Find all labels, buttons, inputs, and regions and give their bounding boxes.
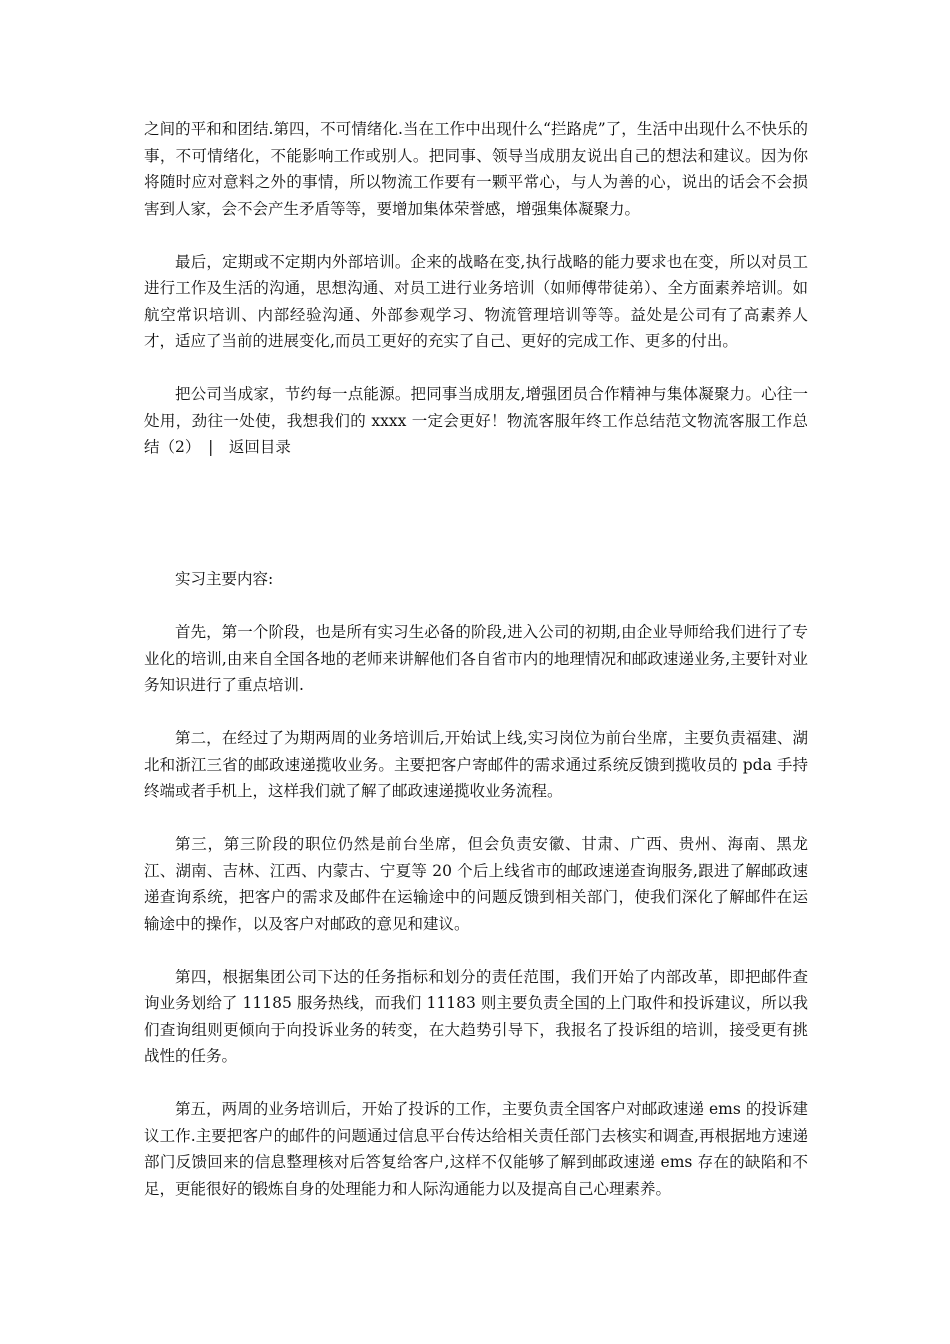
paragraph-closing: 把公司当成家，节约每一点能源。把同事当成朋友,增强团员合作精神与集体凝聚力。心往一处用，劲往一处使，我想我们的 xxxx 一定会更好！物流客服年终工作总结范文物流客服工作总结（2） | 返回目录 [144, 385, 808, 456]
section-heading: 实习主要内容: [175, 570, 274, 588]
paragraph-continuation: 之间的平和和团结.第四，不可情绪化.当在工作中出现什么“拦路虎”了，生活中出现什么不快乐的事，不可情绪化，不能影响工作或别人。把同事、领导当成朋友说出自己的想法和建议。因为你将随时应对意料之外的事情，所以物流工作要有一颗平常心，与人为善的心，说出的话会不会损害到人家，会不会产生矛盾等等，要增加集体荣誉感，增强集体凝聚力。 [144, 120, 808, 218]
paragraph-stage-4: 第四，根据集团公司下达的任务指标和划分的责任范围，我们开始了内部改革，即把邮件查询业务划给了 11185 服务热线，而我们 11183 则主要负责全国的上门取件和投诉建议，所以我们查询组则更倾向于向投诉业务的转变，在大趋势引导下，我报名了投诉组的培训，接受更有挑战性的任务。 [144, 967, 808, 1065]
paragraph-stage-1: 首先，第一个阶段，也是所有实习生必备的阶段,进入公司的初期,由企业导师给我们进行了专业化的培训,由来自全国各地的老师来讲解他们各自省市内的地理情况和邮政速递业务,主要针对业务知识进行了重点培训. [144, 623, 808, 694]
paragraph-stage-3: 第三，第三阶段的职位仍然是前台坐席，但会负责安徽、甘肃、广西、贵州、海南、黑龙江、湖南、吉林、江西、内蒙古、宁夏等 20 个后上线省市的邮政速递查询服务,跟进了解邮政速递查询系统，把客户的需求及邮件在运输途中的问题反馈到相关部门，使我们深化了解邮件在运输途中的操作，以及客户对邮政的意见和建议。 [144, 835, 808, 933]
section-gap [144, 487, 808, 566]
paragraph-stage-2: 第二，在经过了为期两周的业务培训后,开始试上线,实习岗位为前台坐席，主要负责福建、湖北和浙江三省的邮政速递揽收业务。主要把客户寄邮件的需求通过系统反馈到揽收员的 pda 手持终端或者手机上，这样我们就了解了邮政速递揽收业务流程。 [144, 729, 808, 800]
paragraph-stage-5: 第五，两周的业务培训后，开始了投诉的工作，主要负责全国客户对邮政速递 ems 的投诉建议工作.主要把客户的邮件的问题通过信息平台传达给相关责任部门去核实和调查,再根据地方速递部门反馈回来的信息整理核对后答复给客户,这样不仅能够了解到邮政速递 ems 存在的缺陷和不足，更能很好的锻炼自身的处理能力和人际沟通能力以及提高自己心理素养。 [144, 1100, 808, 1198]
document-page [144, 116, 808, 1229]
paragraph-training: 最后，定期或不定期内外部培训。企来的战略在变,执行战略的能力要求也在变，所以对员工进行工作及生活的沟通，思想沟通、对员工进行业务培训（如师傅带徒弟）、全方面素养培训。如航空常识培训、内部经验沟通、外部参观学习、物流管理培训等等。益处是公司有了高素养人才，适应了当前的进展变化,而员工更好的充实了自己、更好的完成工作、更多的付出。 [144, 252, 808, 350]
